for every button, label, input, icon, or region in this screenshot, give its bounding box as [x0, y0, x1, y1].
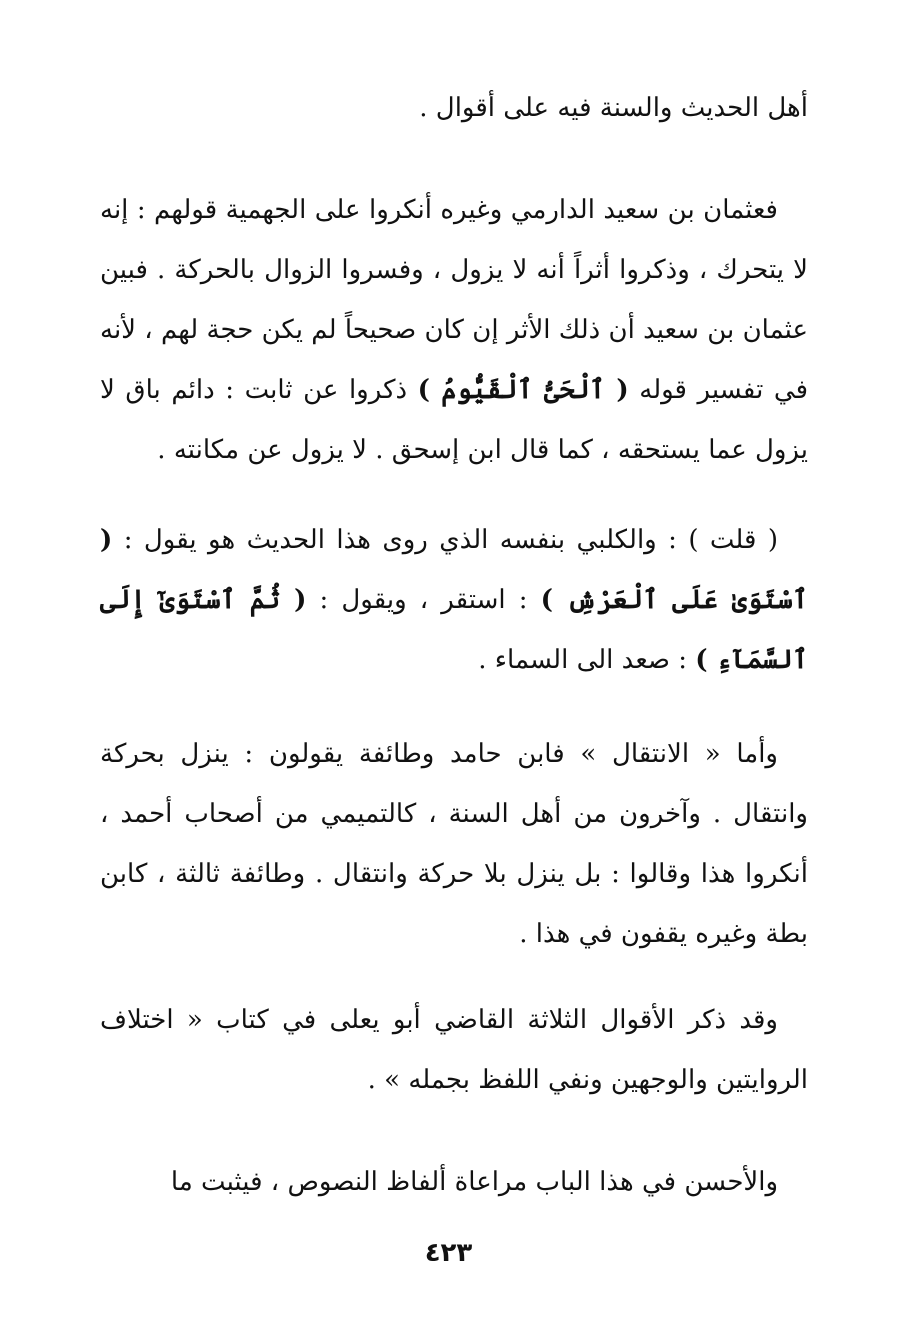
paragraph-1: أهل الحديث والسنة فيه على أقوال . [419, 93, 808, 123]
quran-verse-istawa-ala-al-arsh: ( ٱسْتَوَىٰ عَلَى ٱلْعَرْشِ ) [100, 525, 808, 615]
paragraph-3-intro: ( قلت ) : والكلبي بنفسه الذي روى هذا الحديث هو يقول : [123, 525, 779, 555]
quran-verse-istawa-ila-al-sama: ( ثُمَّ ٱسْتَوَىٰٓ إِلَى ٱلسَّمَآءِ ) [100, 585, 808, 675]
paragraph-2-text: فعثمان بن سعيد الدارمي وغيره أنكروا على الجهمية قولهم : إنه لا يتحرك ، وذكروا أثراً أنه لا يزول ، وفسروا الزوال بالحركة . فبين عثمان بن سعيد أن ذلك الأثر إن كان صحيحاً لم يكن حجة لهم ، لأنه في تفسير قوله [100, 195, 808, 405]
paragraph-3-end: : صعد الى السماء . [478, 645, 687, 675]
quran-verse-al-hayy-al-qayyum: ( ٱلْحَىُّ ٱلْقَيُّومُ ) [417, 375, 629, 405]
paragraph-3 [100, 510, 808, 690]
paragraph-2-continuation: ذكروا عن ثابت : دائم باق لا يزول عما يستحقه ، كما قال ابن إسحق . لا يزول عن مكانته . [100, 375, 808, 465]
paragraph-4: وأما « الانتقال » فابن حامد وطائفة يقولون : ينزل بحركة وانتقال . وآخرون من أهل السنة ، كالتميمي من أصحاب أحمد ، أنكروا هذا وقالوا : بل ينزل بلا حركة وانتقال . وطائفة ثالثة ، كابن بطة وغيره يقفون في هذا . [100, 739, 808, 949]
paragraph-3-middle: : استقر ، ويقول : [319, 585, 528, 615]
page-number: ٤٢٣ [424, 1238, 473, 1268]
paragraph-5: وقد ذكر الأقوال الثلاثة القاضي أبو يعلى في كتاب « اختلاف الروايتين والوجهين ونفي اللفظ بجمله » . [100, 1005, 808, 1095]
paragraph-2 [100, 180, 808, 480]
paragraph-6: والأحسن في هذا الباب مراعاة ألفاظ النصوص ، فيثبت ما [170, 1167, 778, 1197]
